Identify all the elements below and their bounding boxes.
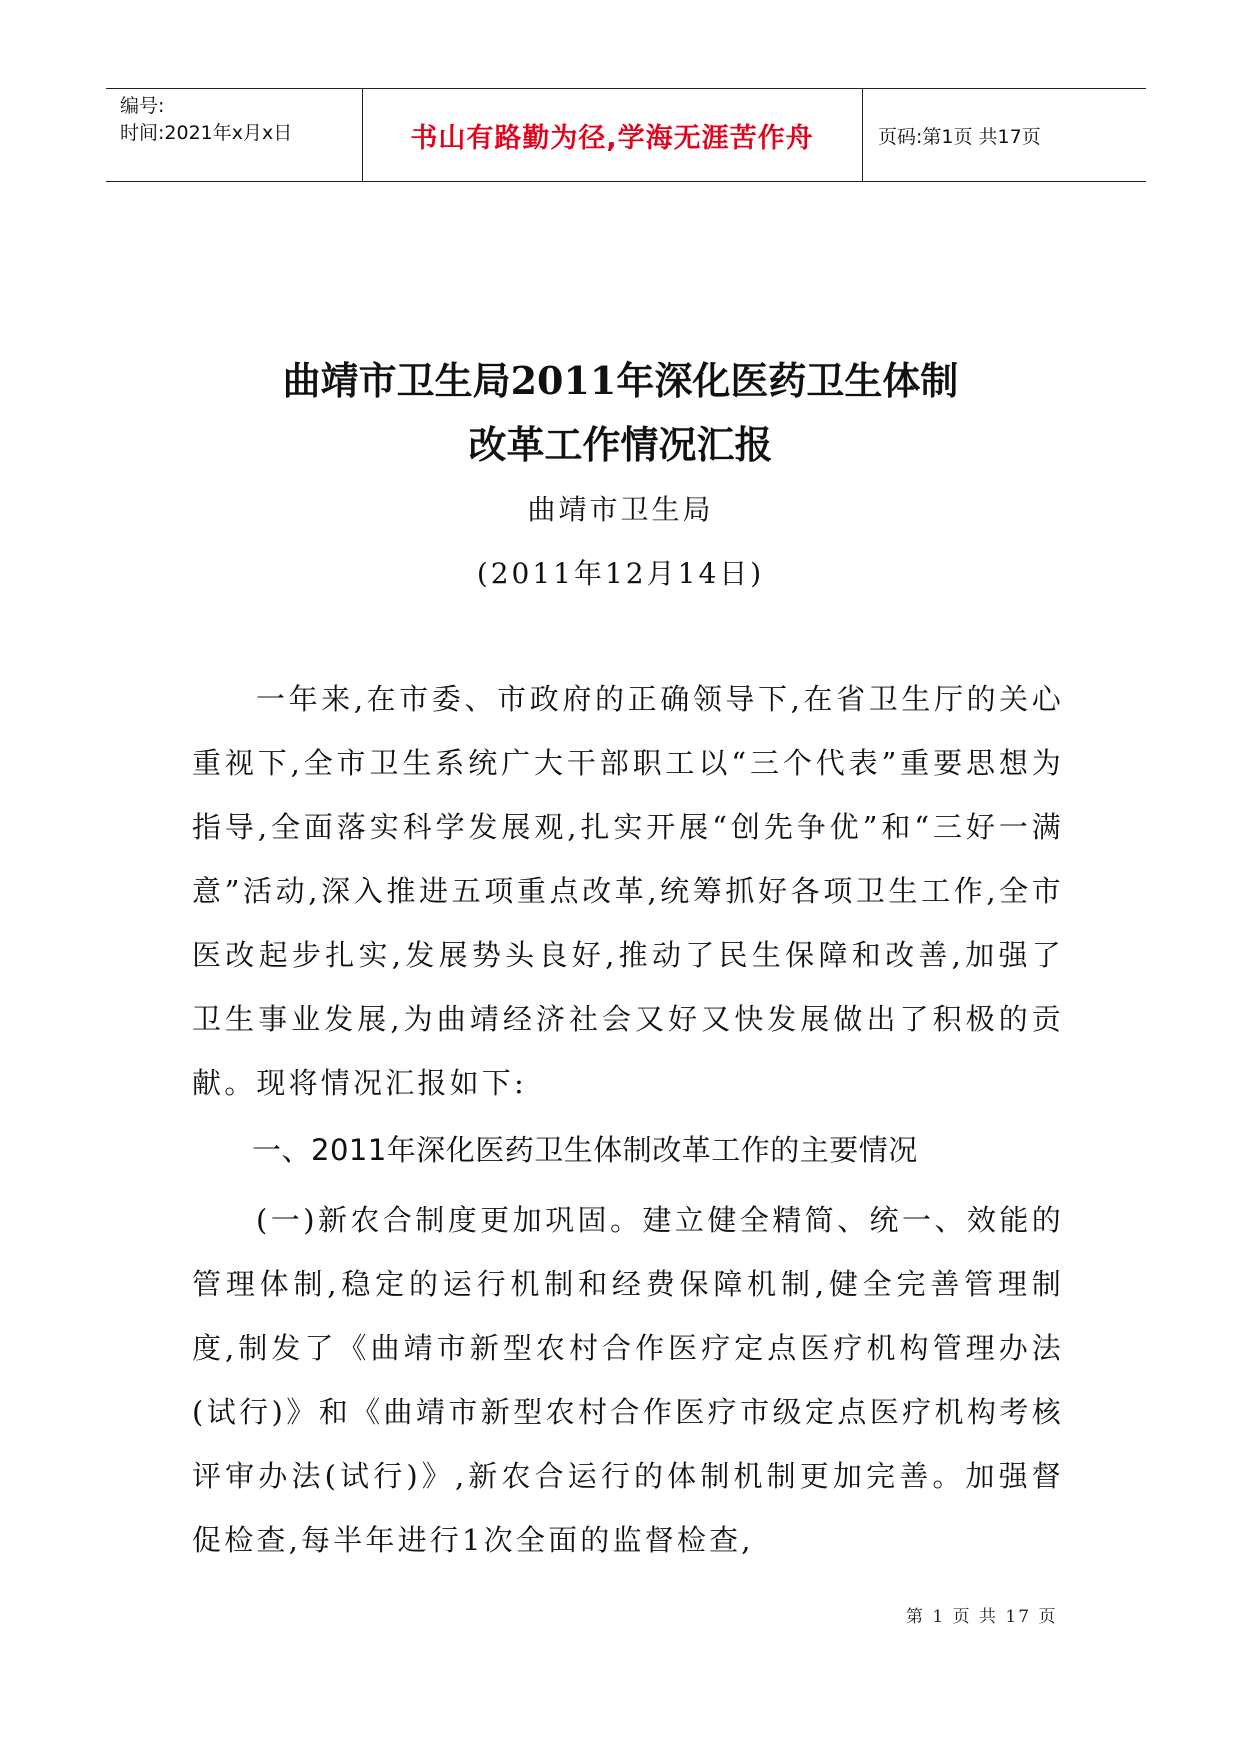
intro-paragraph: 一年来,在市委、市政府的正确领导下,在省卫生厅的关心重视下,全市卫生系统广大干部职工以“三个代表”重要思想为指导,全面落实科学发展观,扎实开展“创先争优”和“三好一满意”活动,深入推进五项重点改革,统筹抓好各项卫生工作,全市医改起步扎实,发展势头良好,推动了民生保障和改善,加强了卫生事业发展,为曲靖经济社会又好又快发展做出了积极的贡献。现将情况汇报如下: xyxy=(192,682,1064,1100)
document-author: 曲靖市卫生局 xyxy=(527,493,714,526)
page-footer: 第 1 页 共 17 页 xyxy=(906,1607,1058,1627)
document-title-line1: 曲靖市卫生局2011年深化医药卫生体制 xyxy=(282,358,959,403)
section-heading: 一、2011年深化医药卫生体制改革工作的主要情况 xyxy=(252,1133,918,1167)
header-table xyxy=(106,88,1146,182)
subsection-paragraph: (一)新农合制度更加巩固。建立健全精简、统一、效能的管理体制,稳定的运行机制和经费保障机制,健全完善管理制度,制发了《曲靖市新型农村合作医疗定点医疗机构管理办法(试行)》和《曲靖市新型农村合作医疗市级定点医疗机构考核评审办法(试行)》,新农合运行的体制机制更加完善。加强督促检查,每半年进行1次全面的监督检查, xyxy=(192,1203,1064,1557)
header-motto: 书山有路勤为径,学海无涯苦作舟 xyxy=(410,122,814,154)
header-divider xyxy=(862,89,863,181)
document-title-line2: 改革工作情况汇报 xyxy=(468,422,773,467)
header-meta xyxy=(120,93,292,147)
header-divider xyxy=(362,89,363,181)
number-label: 编号: xyxy=(120,95,165,117)
header-page-info: 页码:第1页 共17页 xyxy=(878,125,1041,148)
time-label: 时间:2021年x月x日 xyxy=(120,122,293,144)
document-date: (2011年12月14日) xyxy=(476,557,765,590)
